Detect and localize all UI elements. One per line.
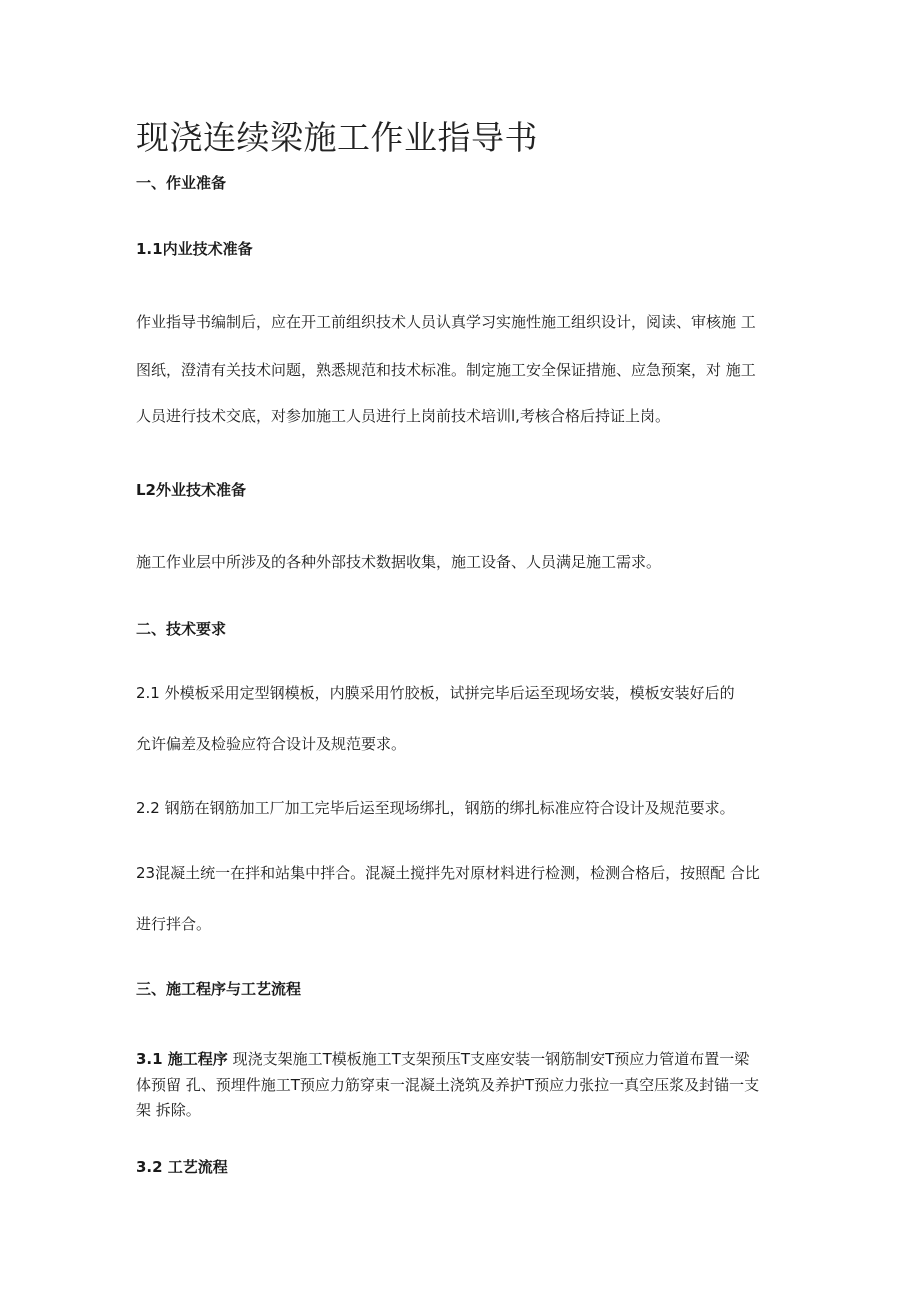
subsection-heading-external-prep: L2外业技术准备 [136, 481, 246, 499]
section-heading-preparation: 一、作业准备 [136, 174, 227, 192]
paragraph-line: 人员进行技术交底，对参加施工人员进行上岗前技术培训l,考核合格后持证上岗。 [136, 407, 670, 425]
paragraph-line: 作业指导书编制后，应在开工前组织技术人员认真学习实施性施工组织设计，阅读、审核施 工 [136, 313, 756, 331]
paragraph-line: 2.1 外模板采用定型钢模板，内膜采用竹胶板，试拼完毕后运至现场安装，模板安装好后的 [136, 684, 735, 702]
paragraph-line: 允许偏差及检验应符合设计及规范要求。 [136, 735, 407, 753]
item-text: 现浇支架施工T模板施工T支架预压T支座安装一钢筋制安T预应力管道布置一梁 [232, 1050, 750, 1068]
subsection-heading-internal-prep: 1.1内业技术准备 [136, 240, 253, 258]
paragraph-line: 2.2 钢筋在钢筋加工厂加工完毕后运至现场绑扎，钢筋的绑扎标准应符合设计及规范要求。 [136, 799, 735, 817]
document-title: 现浇连续梁施工作业指导书 [136, 118, 538, 157]
section-heading-technical-requirements: 二、技术要求 [136, 620, 227, 638]
section-heading-construction-procedure: 三、施工程序与工艺流程 [136, 980, 302, 998]
paragraph-line: 架 拆除。 [136, 1101, 201, 1119]
paragraph-line: 23混凝土统一在拌和站集中拌合。混凝土搅拌先对原材料进行检测，检测合格后，按照配 合比 [136, 864, 760, 882]
paragraph-line: 进行拌合。 [136, 915, 212, 933]
subsection-heading-process-flow: 3.2 工艺流程 [136, 1158, 228, 1176]
paragraph-line: 体预留 孔、预埋件施工T预应力筋穿束一混凝土浇筑及养护T预应力张拉一真空压浆及封锚一支 [136, 1076, 760, 1094]
paragraph-line: 图纸，澄清有关技术问题，熟悉规范和技术标准。制定施工安全保证措施、应急预案，对 施工 [136, 361, 756, 379]
item-label: 3.1 施工程序 [136, 1050, 228, 1068]
paragraph-line: 施工作业层中所涉及的各种外部技术数据收集，施工设备、人员满足施工需求。 [136, 553, 662, 571]
paragraph-line [136, 1048, 749, 1069]
